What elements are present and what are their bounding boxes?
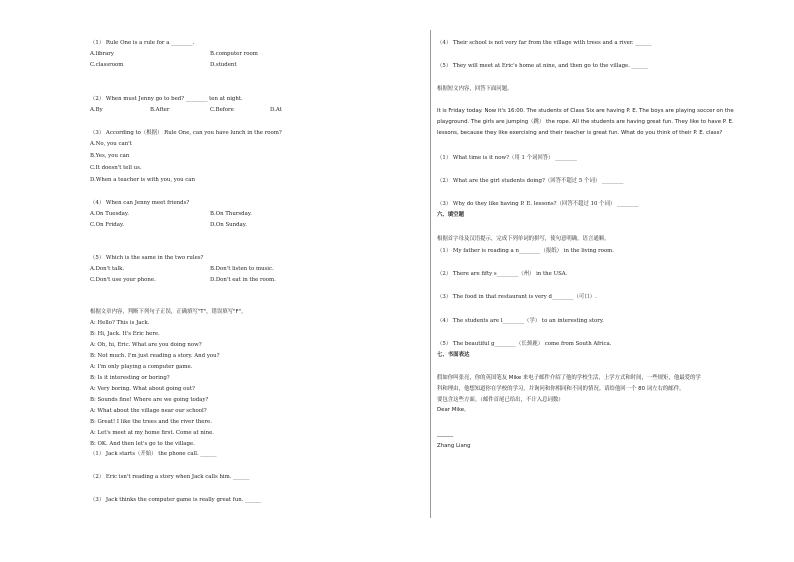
q1-option-c: C.classroom: [90, 62, 124, 68]
q5-stem: （5） Which is the same in the two rules?: [90, 255, 204, 261]
dialogue-line: A: I'm only playing a computer game.: [90, 364, 193, 370]
letter-blank-line: ______: [437, 431, 454, 437]
dialogue-line: A: Let's meet at my home first. Come at nine.: [90, 430, 214, 436]
fill-question-3: （3） The food in that restaurant is very d________（可口）.: [437, 294, 597, 300]
fill-instruction: 根据首字母及汉语提示，完成下列单词的拼写，使句意明确，语言通顺。: [437, 236, 610, 242]
fill-question-1: （1） My father is reading a n________（报纸） in the living room.: [437, 248, 614, 254]
q3-option-d: D.When a teacher is with you, you can: [90, 177, 195, 183]
fill-question-2: （2） There are fifty s________（州） in the USA.: [437, 271, 568, 277]
fill-question-5: （5） The beautiful g________（长颈鹿） come from South Africa.: [437, 341, 612, 347]
q2-option-d: D.At: [270, 107, 282, 113]
q4-option-b: B.On Thursday.: [210, 211, 252, 217]
dialogue-line: B: Is it interesting or boring?: [90, 375, 170, 381]
q4-stem: （4） When can Jenny meet friends?: [90, 200, 190, 206]
q5-option-d: D.Don't eat in the room.: [210, 277, 276, 283]
q3-option-a: A.No, you can't: [90, 141, 132, 147]
passage-line: lessons, because they like exercising and their teacher is great fun. What do you think of their P. E. class?: [437, 130, 723, 136]
q4-option-c: C.On Friday.: [90, 222, 124, 228]
dialogue-line: A: Oh, hi, Eric. What are you doing now?: [90, 342, 202, 348]
writing-prompt-line: 要包含这些方面。（邮件首尾已给出，不计入总词数）: [437, 397, 564, 403]
dialogue-line: B: Sounds fine! Where are we going today?: [90, 397, 209, 403]
writing-prompt-line: 假如你叫张亮，你的英国笔友 Mike 来电子邮件介绍了他的学校生活，上学方式和时间，一些规矩，他最爱的学: [437, 375, 701, 381]
dialogue-line: A: What about the village near our school?: [90, 408, 207, 414]
q2-option-c: C.Before: [210, 107, 234, 113]
q3-option-b: B.Yes, you can: [90, 153, 130, 159]
fill-question-4: （4） The students are l________（学） to an interesting story.: [437, 318, 604, 324]
writing-prompt-line: 科和理由，他想知道你在学校的学习，并询问和你相同和不同的情况。请给他回一个 80 词左右的邮件，: [437, 386, 685, 392]
reading-question-3: （3） Why do they like having P. E. lessons?（回答不超过 10 个词） ________: [437, 201, 639, 207]
passage-line: It is Friday today. Now it's 16:00. The students of Class Six are having P. E. The boys are playing soccer on the: [437, 108, 734, 114]
letter-salutation: Dear Mike,: [437, 407, 466, 413]
letter-signature: Zhang Liang: [437, 443, 471, 449]
q2-stem: （2） When must Jenny go to bed? ________ ten at night.: [90, 96, 243, 102]
q3-stem: （3） According to（根据） Rule One, can you have lunch in the room?: [90, 130, 282, 136]
q1-option-a: A.library: [90, 51, 114, 57]
q4-option-d: D.On Sunday.: [210, 222, 247, 228]
reading-instruction: 根据短文内容，回答下面问题。: [437, 86, 513, 92]
tf-question-5: （5） They will meet at Eric's home at nine, and then go to the village. ______: [437, 63, 648, 69]
dialogue-line: A: Hello? This is Jack.: [90, 320, 150, 326]
dialogue-line: B: Hi, Jack. It's Eric here.: [90, 331, 160, 337]
column-divider: [430, 30, 431, 518]
tf-question-1: （1） Jack starts（开始） the phone call. ______: [90, 451, 217, 457]
reading-question-1: （1） What time is it now?（用 1 个词回答） ________: [437, 155, 577, 161]
tf-question-2: （2） Eric isn't reading a story when Jack calls him. ______: [90, 474, 250, 480]
dialogue-line: B: Great! I like the trees and the river there.: [90, 419, 212, 425]
section-6-title: 六、填空题: [437, 212, 464, 218]
q4-option-a: A.On Tuesday.: [90, 211, 129, 217]
q5-option-a: A.Don't talk.: [90, 266, 125, 272]
dialogue-line: B: Not much. I'm just reading a story. And you?: [90, 353, 220, 359]
section-7-title: 七、书面表达: [437, 352, 470, 358]
q5-option-b: B.Don't listen to music.: [210, 266, 274, 272]
tf-question-3: （3） Jack thinks the computer game is really great fun. ______: [90, 497, 262, 503]
q5-option-c: C.Don't use your phone.: [90, 277, 156, 283]
q2-option-a: A.By: [90, 107, 103, 113]
dialogue-instruction: 根据文章内容，判断下列句子正误，正确填写"T"，错误填写"F"。: [90, 309, 247, 315]
tf-question-4: （4） Their school is not very far from the village with trees and a river. ______: [437, 40, 652, 46]
dialogue-line: A: Very boring. What about going out?: [90, 386, 195, 392]
q3-option-c: C.It doesn't tell us.: [90, 165, 142, 171]
q1-stem: （1） Rule One is a rule for a ________.: [90, 40, 195, 46]
q1-option-b: B.computer room: [210, 51, 258, 57]
q2-option-b: B.After: [150, 107, 170, 113]
reading-question-2: （2） What are the girl students doing?（回答不超过 5 个词） ________: [437, 178, 624, 184]
passage-line: playground. The girls are jumping（跳） the rope. All the students are having great fun. They like to have P. E.: [437, 119, 734, 125]
dialogue-line: B: OK. And then let's go to the village.: [90, 441, 195, 447]
q1-option-d: D.student: [210, 62, 237, 68]
